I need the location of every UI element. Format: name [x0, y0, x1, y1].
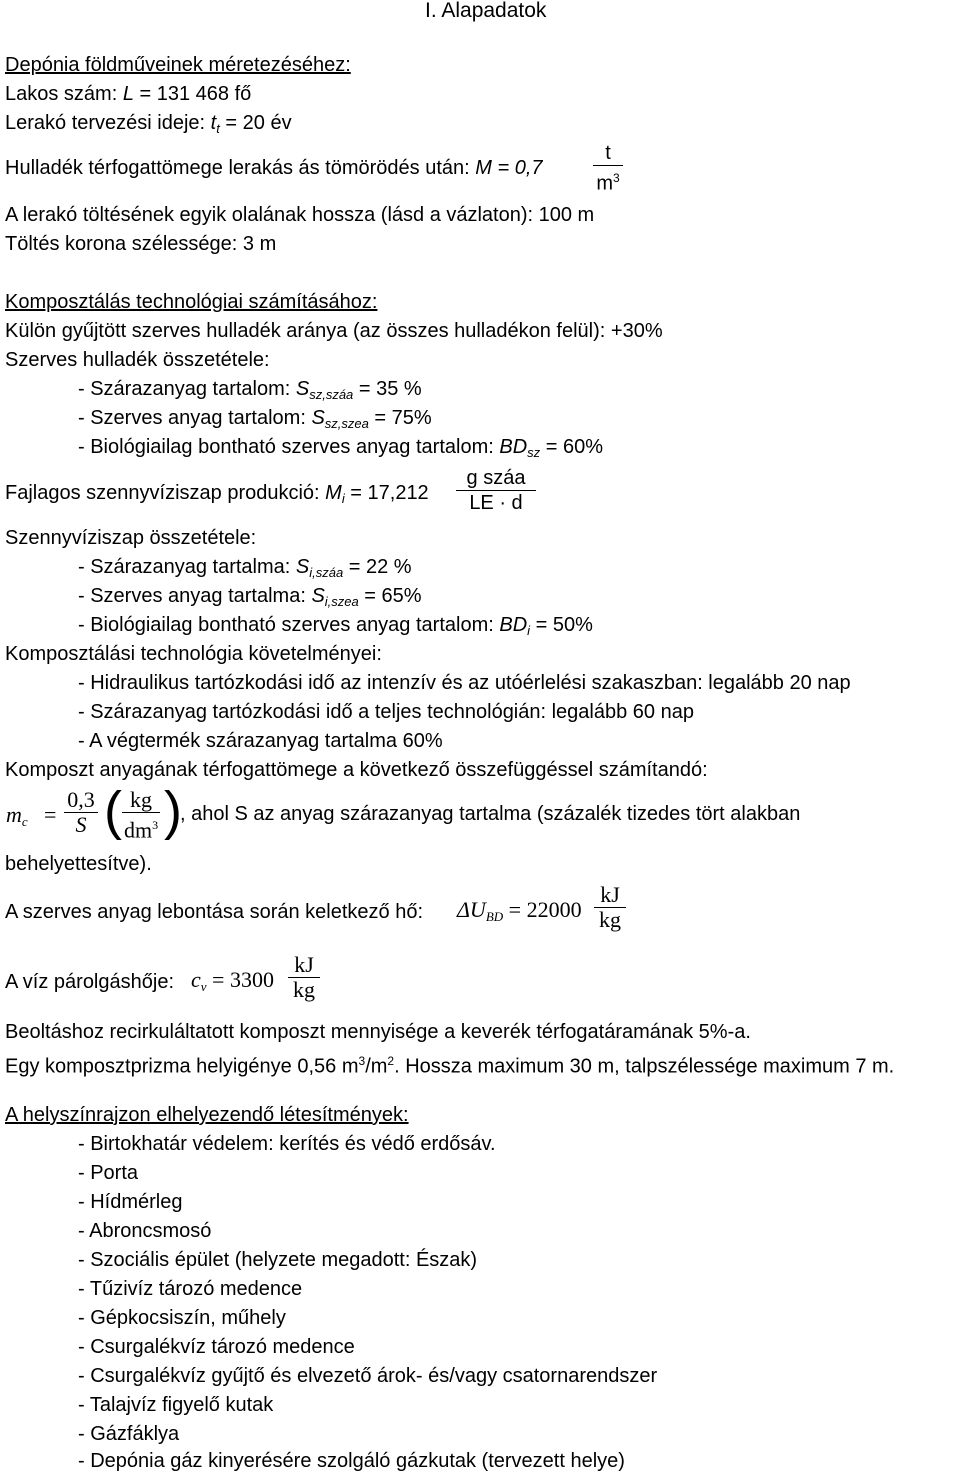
- fajlagos-sub: i: [341, 491, 345, 506]
- item-sub: sz,szea: [324, 416, 369, 431]
- letesitmeny-item: - Gázfáklya: [78, 1423, 180, 1445]
- item-label: - Biológiailag bontható szerves anyag tartalom:: [78, 614, 500, 636]
- item-label: - Szerves anyag tartalma:: [78, 585, 312, 607]
- iszap-osszetetel-title: Szennyvíziszap összetétele:: [5, 527, 257, 549]
- prizma-text-b: /m: [365, 1055, 388, 1078]
- ho-var: ΔU: [457, 897, 486, 922]
- section-title-komposztalas: Komposztálás technológiai számításához:: [5, 291, 378, 313]
- item-var: S: [295, 556, 310, 578]
- viz-formula: [191, 968, 274, 999]
- letesitmeny-item: - Tűzivíz tározó medence: [78, 1278, 303, 1300]
- terf-unit-fraction: [593, 141, 623, 196]
- item-label: - Szerves anyag tartalom:: [78, 407, 312, 429]
- item-value: = 35 %: [353, 378, 422, 400]
- letesitmeny-item: - Depónia gáz kinyerésére szolgáló gázkutak (tervezett helye): [78, 1450, 625, 1472]
- item-var: S: [295, 378, 310, 400]
- ho-value: = 22000: [503, 897, 582, 922]
- mc-fraction: [64, 788, 98, 837]
- lakos-szam-line: [5, 82, 251, 106]
- letesitmeny-item: - Szociális épület (helyzete megadott: Észak): [78, 1249, 478, 1271]
- kovetelmenyek-title: Komposztálási technológia követelményei:: [5, 643, 382, 665]
- prizma-exp1: 3: [358, 1054, 366, 1068]
- item-label: - Szárazanyag tartalma:: [78, 556, 296, 578]
- mc-unit-num: kg: [130, 787, 152, 812]
- item-sub: sz,száa: [309, 387, 354, 402]
- item-var: BD: [499, 614, 528, 636]
- terfogattomeg-line: [5, 156, 543, 180]
- viz-sub: v: [200, 979, 207, 994]
- prizma-exp2: 2: [387, 1054, 395, 1068]
- item-sub: i,száa: [309, 565, 344, 580]
- page-header: I. Alapadatok: [425, 0, 547, 22]
- section-title-deponia: Depónia földműveinek méretezéséhez:: [5, 54, 351, 76]
- ido-label: Lerakó tervezési ideje:: [5, 112, 211, 134]
- kovetelmeny-item: - Szárazanyag tartózkodási idő a teljes technológián: legalább 60 nap: [78, 701, 694, 723]
- letesitmeny-item: - Csurgalékvíz tározó medence: [78, 1336, 355, 1358]
- fajlagos-label: Fajlagos szennyvíziszap produkció:: [5, 482, 326, 504]
- fajlagos-unit-den: LE · d: [469, 492, 523, 514]
- item-var: BD: [499, 436, 528, 458]
- szerves-osszetetel-title: Szerves hulladék összetétele:: [5, 349, 270, 371]
- mc-description-cont: behelyettesítve).: [5, 853, 152, 875]
- lakos-value: = 131 468 fő: [133, 83, 252, 105]
- fajlagos-unit-num: g száa: [466, 467, 526, 489]
- ho-unit-num: kJ: [600, 882, 620, 907]
- prizma-text-a: Egy komposztprizma helyigénye 0,56 m: [5, 1055, 359, 1078]
- szerves-item: [78, 435, 603, 465]
- letesitmeny-item: - Hídmérleg: [78, 1191, 183, 1213]
- kulon-gyujtott-line: Külön gyűjtött szerves hulladék aránya (az összes hulladékon felül): +30%: [5, 320, 663, 342]
- viz-value: = 3300: [206, 967, 274, 992]
- fajlagos-line: [5, 481, 429, 511]
- korona-line: Töltés korona szélessége: 3 m: [5, 233, 277, 255]
- terf-label: Hulladék térfogattömege lerakás ás tömörödés után:: [5, 157, 476, 179]
- mc-equals: =: [44, 802, 57, 827]
- kovetelmeny-item: - Hidraulikus tartózkodási idő az intenzív és az utóérlelési szakaszban: legalább 20 nap: [78, 672, 851, 694]
- ido-value: = 20 év: [219, 112, 292, 134]
- item-value: = 22 %: [343, 556, 412, 578]
- prizma-line: [5, 1049, 894, 1079]
- mc-num: 0,3: [67, 787, 95, 812]
- letesitmeny-item: - Birtokhatár védelem: kerítés és védő erdősáv.: [78, 1133, 496, 1155]
- terf-den-exp: 3: [612, 171, 620, 185]
- mc-description: , ahol S az anyag szárazanyag tartalma (százalék tizedes tört alakban: [180, 803, 801, 825]
- szerves-item: [78, 406, 432, 436]
- item-label: - Biológiailag bontható szerves anyag tartalom:: [78, 436, 500, 458]
- viz-unit-den: kg: [293, 977, 315, 1002]
- item-value: = 75%: [368, 407, 432, 429]
- iszap-item: [78, 613, 593, 643]
- toltes-hossz-line: A lerakó töltésének egyik olalának hossza (lásd a vázlaton): 100 m: [5, 204, 595, 226]
- ido-var: t: [210, 112, 217, 134]
- iszap-item: [78, 584, 422, 614]
- viz-var: c: [191, 967, 201, 992]
- item-value: = 60%: [540, 436, 603, 458]
- ido-sub: t: [216, 121, 220, 136]
- ho-formula: [457, 898, 582, 929]
- tervezesi-ido-line: [5, 111, 292, 141]
- letesitmeny-item: - Gépkocsiszín, műhely: [78, 1307, 286, 1329]
- left-paren-icon: (: [104, 781, 122, 841]
- lakos-var: L: [122, 83, 134, 105]
- letesitmeny-item: - Porta: [78, 1162, 139, 1184]
- ho-unit-den: kg: [599, 907, 621, 932]
- fajlagos-var: M: [325, 482, 342, 504]
- fajlagos-unit-fraction: [456, 466, 536, 515]
- right-paren-icon: ): [164, 781, 182, 841]
- iszap-item: [78, 555, 412, 585]
- terf-den-base: m: [596, 172, 613, 195]
- mc-unit-den: [122, 813, 160, 842]
- ho-sub: BD: [485, 909, 504, 924]
- mc-unit-fraction: [122, 788, 160, 842]
- item-var: S: [311, 585, 325, 607]
- item-sub: i: [527, 623, 531, 638]
- lakos-label: Lakos szám:: [5, 83, 123, 105]
- szerves-item: [78, 377, 422, 407]
- ho-label: A szerves anyag lebontása során keletkező hő:: [5, 901, 424, 923]
- item-sub: i,szea: [324, 594, 359, 609]
- ho-unit-fraction: [594, 883, 626, 932]
- item-sub: sz: [527, 445, 541, 460]
- item-value: = 65%: [358, 585, 422, 607]
- mc-var: m: [6, 802, 22, 827]
- mc-sub: c: [21, 814, 28, 829]
- mc-unit-den-base: dm: [123, 817, 153, 843]
- terf-formula: M = 0,7: [475, 157, 543, 179]
- viz-label: A víz párolgáshője:: [5, 971, 174, 993]
- komposzt-terfogat-line: Komposzt anyagának térfogattömege a következő összefüggéssel számítandó:: [5, 759, 708, 781]
- beoltas-line: Beoltáshoz recirkuláltatott komposzt mennyisége a keverék térfogatáramának 5%-a.: [5, 1021, 751, 1043]
- viz-unit-num: kJ: [294, 952, 314, 977]
- fajlagos-value: = 17,212: [344, 482, 429, 504]
- prizma-text-c: . Hossza maximum 30 m, talpszélessége maximum 7 m.: [394, 1055, 895, 1078]
- kovetelmeny-item: - A végtermék szárazanyag tartalma 60%: [78, 730, 443, 752]
- item-label: - Szárazanyag tartalom:: [78, 378, 296, 400]
- mc-unit-den-exp: 3: [152, 818, 159, 832]
- section-title-letesitmenyek: A helyszínrajzon elhelyezendő létesítmények:: [5, 1104, 409, 1126]
- item-var: S: [311, 407, 325, 429]
- mc-lhs: [6, 803, 28, 834]
- letesitmeny-item: - Talajvíz figyelő kutak: [78, 1394, 274, 1416]
- item-value: = 50%: [530, 614, 593, 636]
- letesitmeny-item: - Csurgalékvíz gyűjtő és elvezető árok- és/vagy csatornarendszer: [78, 1365, 658, 1387]
- letesitmeny-item: - Abroncsmosó: [78, 1220, 212, 1242]
- terf-unit-num: t: [605, 142, 611, 164]
- viz-unit-fraction: [288, 953, 320, 1002]
- mc-den: S: [75, 812, 87, 837]
- terf-unit-den: [593, 166, 623, 196]
